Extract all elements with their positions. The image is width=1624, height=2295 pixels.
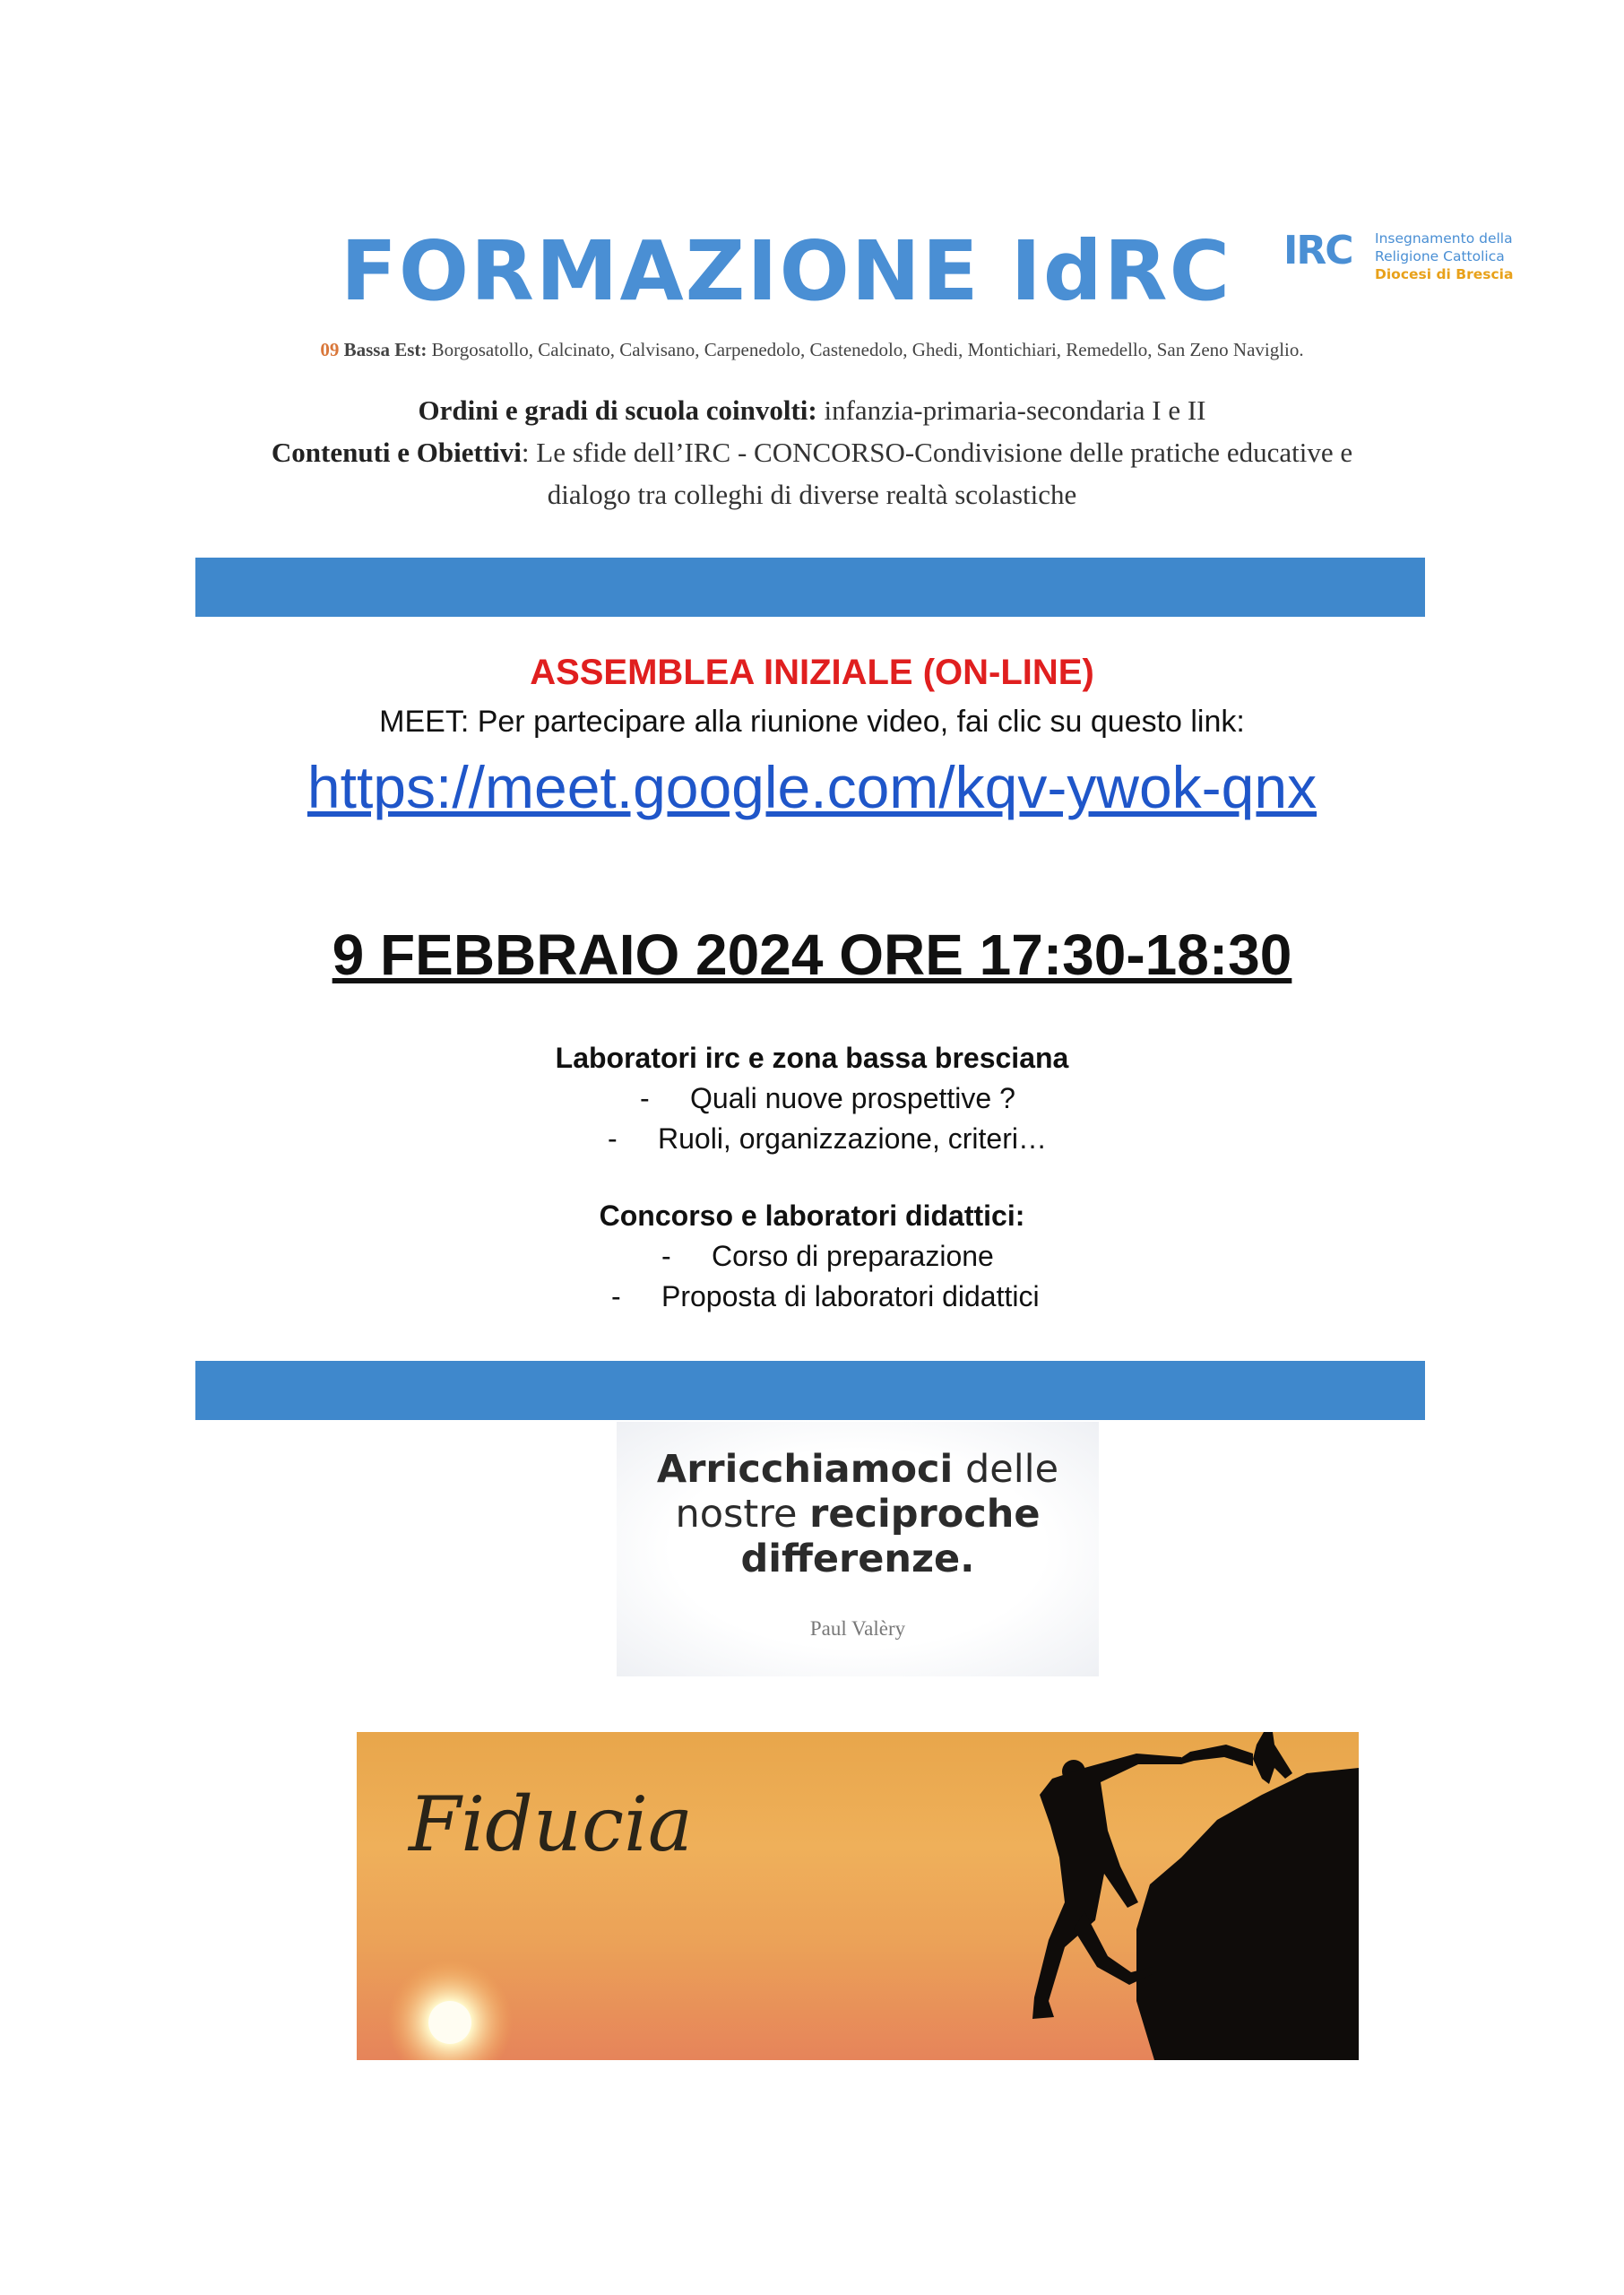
orders-label: Ordini e gradi di scuola coinvolti: — [418, 394, 817, 426]
logo-line-3: Diocesi di Brescia — [1375, 266, 1514, 282]
zone-name: Bassa Est: — [343, 339, 428, 360]
top-climber-silhouette — [1253, 1732, 1292, 1784]
logo-line-1: Insegnamento della — [1375, 230, 1513, 247]
top-climber-arm — [1179, 1745, 1253, 1766]
irc-logo — [1283, 224, 1552, 296]
section1-title: Laboratori irc e zona bassa bresciana — [555, 1042, 1069, 1074]
quote-word-bold: differenze. — [740, 1537, 975, 1581]
quote-author: Paul Valèry — [809, 1617, 906, 1640]
section2-item-label: Corso di preparazione — [712, 1240, 994, 1272]
blue-divider-top — [195, 558, 1425, 617]
bullet-dash: - — [611, 1280, 621, 1312]
contents-label: Contenuti e Obiettivi — [271, 437, 522, 468]
meet-instructions: MEET: Per partecipare alla riunione video, fai clic su questo link: — [379, 705, 1245, 739]
contents-value: : Le sfide dell’IRC - CONCORSO-Condivisione delle pratiche educative e — [521, 437, 1353, 468]
bullet-dash: - — [608, 1122, 618, 1155]
section2-item — [611, 1280, 1040, 1313]
quote-word-bold: reciproche — [809, 1492, 1041, 1537]
contents-line-2: dialogo tra colleghi di diverse realtà scolastiche — [547, 479, 1077, 510]
quote-word-bold: Arricchiamoci — [656, 1447, 954, 1492]
quote-word: nostre — [675, 1492, 810, 1537]
irc-logo-mark: IRC — [1283, 228, 1352, 273]
zone-line — [161, 339, 1463, 361]
zone-towns: Borgosatollo, Calcinato, Calvisano, Carpenedolo, Castenedolo, Ghedi, Montichiari, Remedello, San Zeno Naviglio. — [431, 339, 1304, 360]
logo-line-2: Religione Cattolica — [1375, 248, 1505, 264]
fiducia-word: Fiducia — [409, 1780, 694, 1868]
quote-line-2 — [617, 1492, 1099, 1537]
sun-core — [428, 2001, 471, 2044]
section1-item — [640, 1082, 1015, 1115]
info-block — [0, 389, 1624, 515]
event-date: 9 FEBBRAIO 2024 ORE 17:30-18:30 — [332, 922, 1292, 987]
section1-item-label: Quali nuove prospettive ? — [690, 1082, 1015, 1114]
meet-link-line — [0, 753, 1624, 821]
section2-item-label: Proposta di laboratori didattici — [661, 1280, 1040, 1312]
quote-line-1 — [617, 1447, 1099, 1492]
section2-item — [661, 1240, 994, 1273]
bullet-dash: - — [640, 1082, 650, 1114]
section1-item — [608, 1122, 1047, 1156]
zone-number: 09 — [320, 339, 340, 360]
orders-line — [0, 389, 1624, 431]
page-title: FORMAZIONE IdRC — [341, 223, 1232, 319]
bullet-dash: - — [661, 1240, 671, 1272]
quote-image — [617, 1422, 1099, 1676]
section2-title: Concorso e laboratori didattici: — [599, 1199, 1025, 1232]
quote-line-3 — [617, 1537, 1099, 1581]
contents-line — [0, 431, 1624, 473]
meet-link[interactable]: https://meet.google.com/kqv-ywok-qnx — [307, 754, 1317, 820]
rock-silhouette — [1136, 1768, 1359, 2060]
assembly-title: ASSEMBLEA INIZIALE (ON-LINE) — [530, 653, 1094, 692]
orders-value: infanzia-primaria-secondaria I e II — [824, 394, 1206, 426]
fiducia-image — [357, 1732, 1359, 2060]
quote-word: delle — [953, 1447, 1059, 1492]
section1-item-label: Ruoli, organizzazione, criteri… — [658, 1122, 1047, 1155]
blue-divider-bottom — [195, 1361, 1425, 1420]
